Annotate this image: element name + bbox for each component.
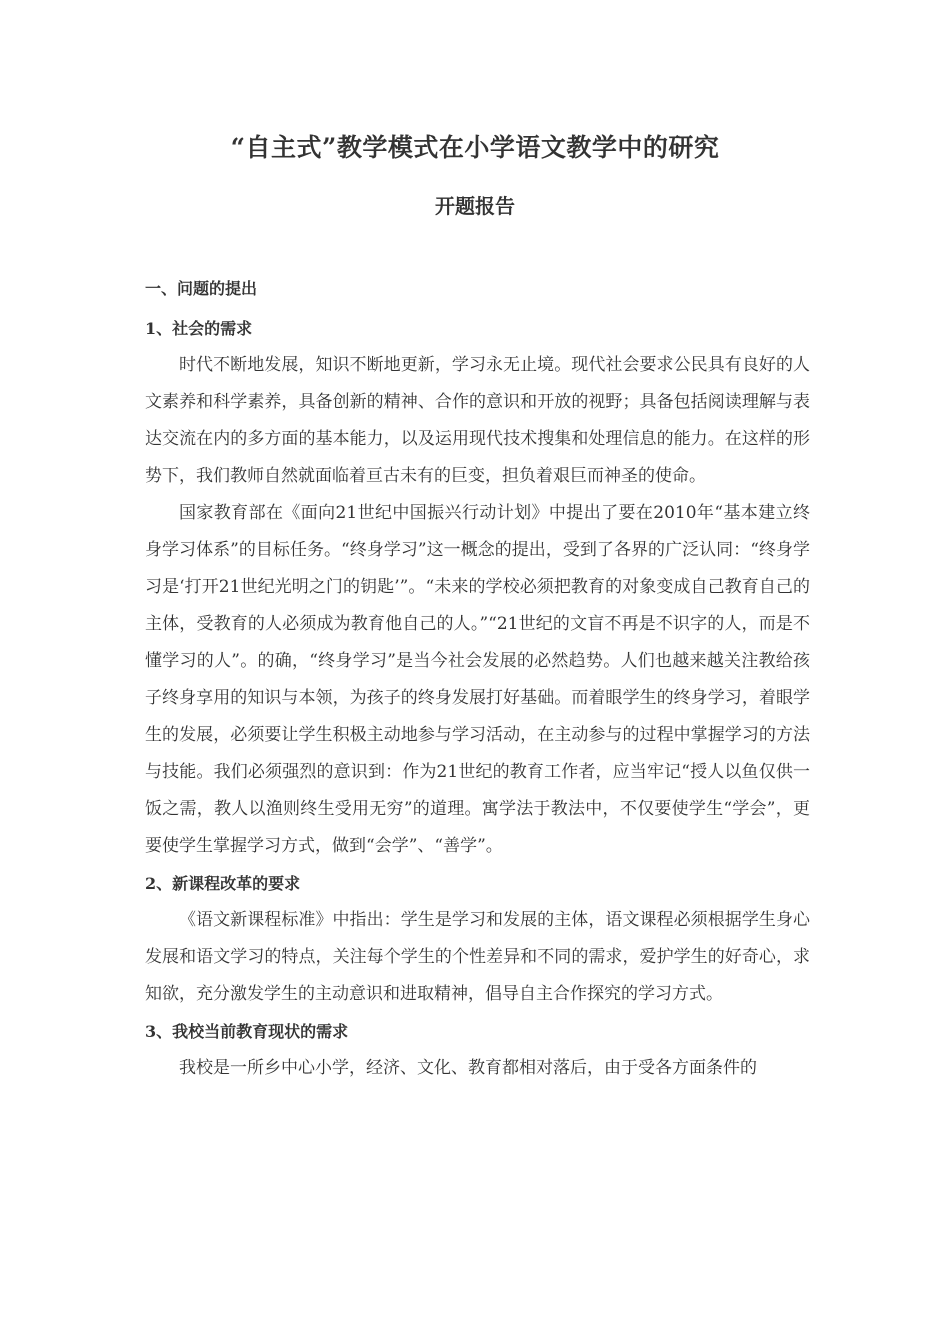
section-heading: 一、问题的提出 bbox=[145, 279, 258, 298]
paragraph-4: 我校是一所乡中心小学，经济、文化、教育都相对落后，由于受各方面条件的 bbox=[179, 1058, 757, 1078]
paragraph-2: 国家教育部在《面向21世纪中国振兴行动计划》中提出了要在2010年“基本建立终身学习体系”的目标任务。“终身学习”这一概念的提出，受到了各界的广泛认同：“终身学习是‘打开21世纪光明之门的钥匙’”。“未来的学校必须把教育的对象变成自己教育自己的主体，受教育的人必须成为教育他自己的人。”“21世纪的文盲不再是不识字的人，而是不懂学习的人”。的确，“终身学习”是当今社会发展的必然趋势。人们也越来越关注教给孩子终身享用的知识与本领，为孩子的终身发展打好基础。而着眼学生的终身学习，着眼学生的发展，必须要让学生积极主动地参与学习活动，在主动参与的过程中掌握学习的方法与技能。我们必须强烈的意识到：作为21世纪的教育工作者，应当牢记“授人以鱼仅供一饭之需，教人以渔则终生受用无穷”的道理。寓学法于教法中，不仅要使学生“学会”，更要使学生掌握学习方式，做到“会学”、“善学”。 bbox=[145, 503, 810, 856]
document-subtitle: 开题报告 bbox=[435, 194, 515, 218]
subsection-heading-3: 3、我校当前教育现状的需求 bbox=[145, 1022, 349, 1041]
document-body bbox=[145, 270, 810, 1087]
paragraph-3: 《语文新课程标准》中指出：学生是学习和发展的主体，语文课程必须根据学生身心发展和语文学习的特点，关注每个学生的个性差异和不同的需求，爱护学生的好奇心，求知欲，充分激发学生的主动意识和进取精神，倡导自主合作探究的学习方式。 bbox=[145, 910, 810, 1004]
subsection-heading-1: 1、社会的需求 bbox=[145, 319, 253, 338]
paragraph-1: 时代不断地发展，知识不断地更新，学习永无止境。现代社会要求公民具有良好的人文素养和科学素养，具备创新的精神、合作的意识和开放的视野；具备包括阅读理解与表达交流在内的多方面的基本能力，以及运用现代技术搜集和处理信息的能力。在这样的形势下，我们教师自然就面临着亘古未有的巨变，担负着艰巨而神圣的使命。 bbox=[145, 355, 810, 486]
document-title: “自主式”教学模式在小学语文教学中的研究 bbox=[230, 133, 720, 162]
subsection-heading-2: 2、新课程改革的要求 bbox=[145, 874, 301, 893]
